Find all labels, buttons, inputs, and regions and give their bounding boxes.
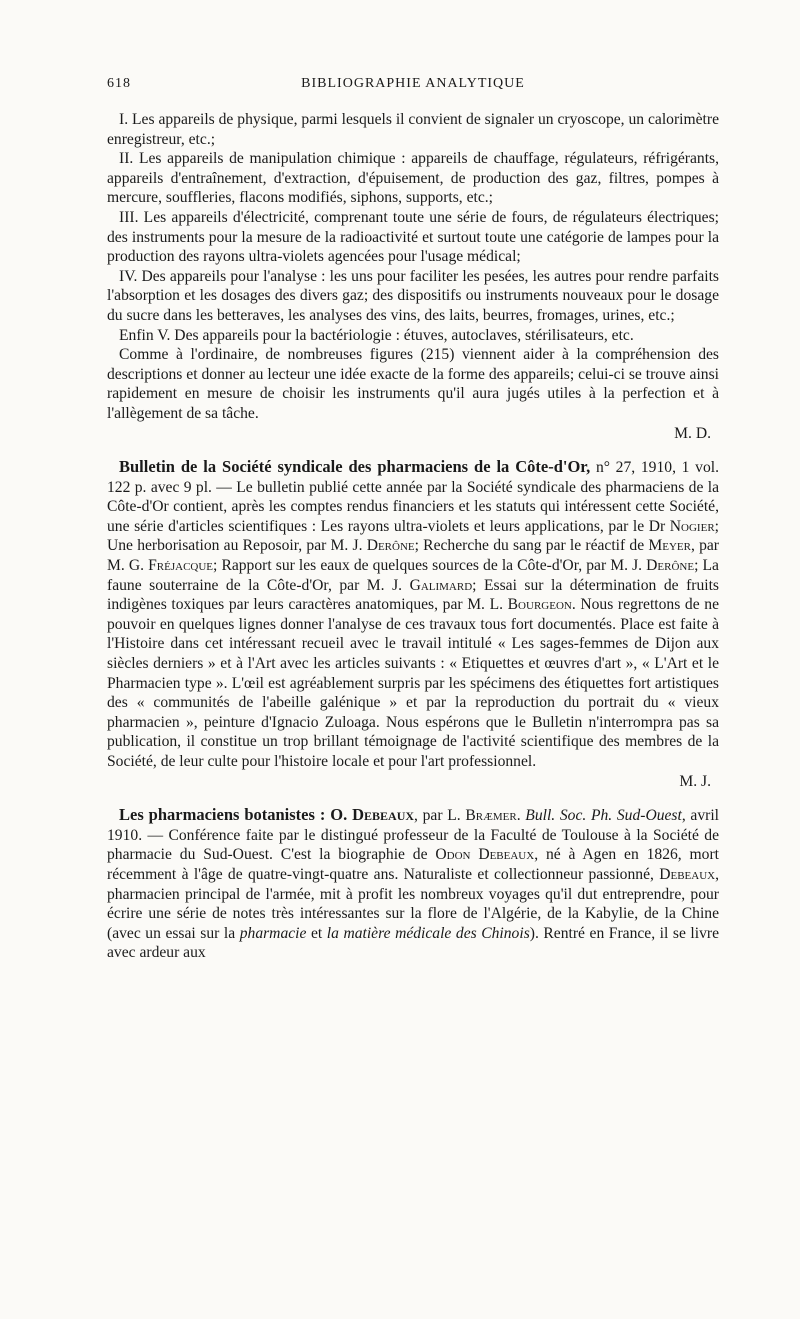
author-name: Derône bbox=[646, 557, 695, 575]
entry-pharmaciens-botanistes bbox=[107, 805, 719, 963]
entry-title: Bulletin de la Société syndicale des pharmaciens de la Côte-d'Or, bbox=[119, 457, 591, 477]
journal-title: Bull. Soc. Ph. Sud-Ouest bbox=[525, 807, 682, 825]
running-header bbox=[107, 76, 719, 96]
entry-bulletin-cote-dor bbox=[107, 457, 719, 791]
section-appareils bbox=[107, 110, 719, 443]
entry-title: Les pharmaciens botanistes : O. bbox=[119, 805, 353, 825]
person-name: Debeaux bbox=[659, 865, 716, 883]
author-name: Nogier bbox=[669, 517, 715, 535]
signature-md: M. D. bbox=[674, 424, 711, 442]
running-title: BIBLIOGRAPHIE ANALYTIQUE bbox=[301, 76, 525, 91]
author-name: Bræmer bbox=[465, 807, 517, 825]
entry-paragraph: Bulletin de la Société syndicale des pharmaciens de la Côte-d'Or, n° 27, 1910, 1 vol. 122 p. avec 9 pl. — Le bulletin publié cette année par la Société syndicale des pharmaciens de la Côte-d'Or contient, après les comptes rendus financiers et les statuts qui intéressent cette Société, une série d'articles scientifiques : Les rayons ultra-violets et leurs applications, par le Dr Nogier; Une herborisation au Reposoir, par M. J. Derône; Recherche du sang par le réactif de Meyer, par M. G. Fréjacque; Rapport sur les eaux de quelques sources de la Côte-d'Or, par M. J. Derône; La faune souterraine de la Côte-d'Or, par M. J. Galimard; Essai sur la détermination de fruits indigènes toxiques par leurs caractères anatomiques, par M. L. Bourgeon. Nous regrettons de ne pouvoir en quelques lignes donner l'analyse de ces travaux tous fort documentés. Place est faite à l'Histoire dans cet intéressant recueil avec le travail intitulé « Les sages-femmes de Dijon aux siècles derniers » et à l'Art avec les articles suivants : « Etiquettes et œuvres d'art », « L'Art et le Pharmacien type ». L'œil est agréablement surpris par les spécimens des étiquettes fort artistiques des « communités de l'abeille galénique » et par la reproduction du portrait du « vieux pharmacien », peinture d'Ignacio Zuloaga. Nous espérons que le Bulletin n'interrompra pas sa publication, il constitue un trop brillant témoignage de l'activité scientifique des membres de la Société, de leur culte pour l'histoire locale et pour l'art professionnel. bbox=[107, 457, 719, 770]
entry-paragraph: Les pharmaciens botanistes : O. Debeaux, par L. Bræmer. Bull. Soc. Ph. Sud-Ouest, avril 1910. — Conférence faite par le distingué professeur de la Faculté de Toulouse à la Société de pharmacie du Sud-Ouest. C'est la biographie de Odon Debeaux, né à Agen en 1826, mort récemment à l'âge de quatre-vingt-quatre ans. Naturaliste et collectionneur passionné, Debeaux, pharmacien principal de l'armée, mit à profit les nombreux voyages qu'il dut entreprendre, pour écrire une série de notes très intéressantes sur la flore de l'Algérie, de la Kabylie, de la Chine (avec un essai sur la pharmacie et la matière médicale des Chinois). Rentré en France, il se livre avec ardeur aux bbox=[107, 805, 720, 962]
author-name: Galimard bbox=[409, 576, 473, 594]
person-name: Odon Debeaux bbox=[435, 846, 535, 864]
paragraph-item-2: II. Les appareils de manipulation chimique : appareils de chauffage, régulateurs, réfrigérants, appareils d'entraînement, d'extraction, d'épuisement, de production des gaz, filtres, pompes à mercure, souffleries, flacons modifiés, siphons, supports, etc.; bbox=[107, 150, 719, 207]
paragraph-item-4: IV. Des appareils pour l'analyse : les uns pour faciliter les pesées, les autres pour rendre parfaits l'absorption et les dosages des divers gaz; des dispositifs ou instruments nouveaux pour le dosage du sucre dans les betteraves, les analyses des vins, des laits, beurres, fromages, urines, etc.; bbox=[107, 267, 719, 324]
author-name: Meyer bbox=[648, 537, 691, 555]
paragraph-item-5: Enfin V. Des appareils pour la bactériologie : étuves, autoclaves, stérilisateurs, etc. bbox=[119, 326, 634, 344]
author-name: Bourgeon bbox=[507, 596, 572, 614]
author-name: Derône bbox=[366, 537, 415, 555]
entry-title-name: Debeaux bbox=[352, 805, 415, 825]
paragraph-conclusion: Comme à l'ordinaire, de nombreuses figures (215) viennent aider à la compréhension des descriptions et donner au lecteur une idée exacte de la forme des appareils; celui-ci se trouve ainsi rapidement en mesure de choisir les instruments qu'il aura jugés utiles à la perfection et à l'allègement de sa tâche. bbox=[107, 346, 719, 422]
author-name: Fréjacque bbox=[148, 557, 214, 575]
signature-mj: M. J. bbox=[679, 772, 711, 790]
italic-term: la matière médicale des Chinois bbox=[326, 924, 530, 942]
page-body bbox=[107, 110, 719, 963]
italic-term: pharmacie bbox=[239, 924, 307, 942]
page-number: 618 bbox=[107, 76, 131, 91]
paragraph-item-1: I. Les appareils de physique, parmi lesquels il convient de signaler un cryoscope, un calorimètre enregistreur, etc.; bbox=[107, 111, 719, 148]
paragraph-item-3: III. Les appareils d'électricité, comprenant toute une série de fours, de régulateurs électriques; des instruments pour la mesure de la radioactivité et surtout toute une catégorie de lampes pour la production des rayons ultra-violets agencées pour l'usage médical; bbox=[107, 208, 719, 266]
